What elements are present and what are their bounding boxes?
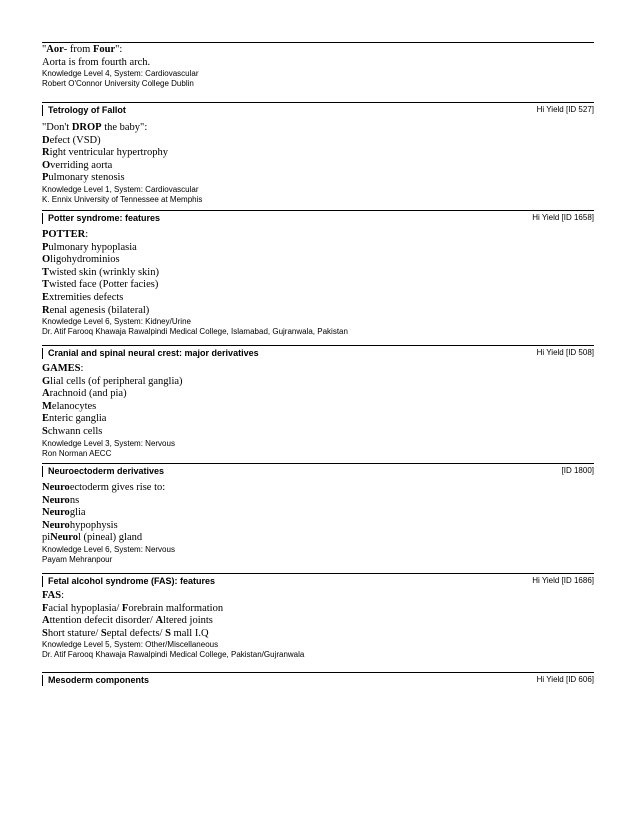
mnemonic-text: : xyxy=(61,590,64,601)
mnemonic-text: enal agenesis (bilateral) xyxy=(49,304,150,316)
mnemonic-text: wisted face (Potter facies) xyxy=(49,279,159,291)
entry-header xyxy=(42,345,594,360)
mnemonic-letter: Four xyxy=(92,44,116,55)
mnemonic-line xyxy=(42,44,594,57)
header-bar xyxy=(42,576,43,587)
mnemonic-letter: P xyxy=(42,241,49,253)
entry-title: Tetrology of Fallot xyxy=(48,105,126,115)
entry-neural-crest xyxy=(42,363,594,459)
mnemonic-text: ight ventricular hypertrophy xyxy=(49,147,168,159)
entry-title: Neuroectoderm derivatives xyxy=(48,466,165,476)
mnemonic-text: pi xyxy=(42,532,51,544)
entry-potter-syndrome xyxy=(42,229,594,337)
entry-title: Mesoderm components xyxy=(48,675,150,685)
mnemonic-text: hort stature/ xyxy=(47,627,101,639)
mnemonic-letter: F xyxy=(121,602,129,614)
mnemonic-line xyxy=(42,388,594,401)
knowledge-level: Knowledge Level 6, System: Kidney/Urine xyxy=(42,317,191,327)
mnemonic-letter: Neuro xyxy=(42,507,70,519)
mnemonic-letter: E xyxy=(42,413,50,425)
knowledge-level: Knowledge Level 4, System: Cardiovascular xyxy=(42,69,199,79)
mnemonic-line xyxy=(42,305,594,318)
author: Ron Norman AECC xyxy=(42,448,112,458)
mnemonic-text: - from xyxy=(63,44,93,55)
mnemonic-letter: T xyxy=(42,266,50,278)
mnemonic-text: ltered joints xyxy=(163,615,213,627)
mnemonic-letter: O xyxy=(42,254,51,266)
mnemonic-line xyxy=(42,495,594,508)
mnemonic-text: rachnoid (and pia) xyxy=(49,388,127,400)
mnemonic-letter: T xyxy=(42,279,50,291)
mnemonic-text: ligohydrominios xyxy=(50,254,120,266)
entry-header xyxy=(42,573,594,588)
mnemonic-text: l (pineal) gland xyxy=(77,532,143,544)
mnemonic-text: hypophysis xyxy=(69,519,118,531)
header-bar xyxy=(42,105,43,116)
mnemonic-line xyxy=(42,532,594,545)
entry-neuroectoderm xyxy=(42,482,594,565)
mnemonic-line xyxy=(42,426,594,439)
mnemonic-letter: M xyxy=(42,400,52,412)
mnemonic-letter: G xyxy=(42,375,51,387)
author: Payam Mehranpour xyxy=(42,554,113,564)
mnemonic-line xyxy=(42,279,594,292)
mnemonic-letter: S xyxy=(165,627,171,639)
header-bar xyxy=(42,213,43,224)
mnemonic-letter: S xyxy=(42,627,48,639)
entry-id: Hi Yield [ID 1686] xyxy=(532,576,594,585)
mnemonic-letter: POTTER xyxy=(42,229,86,240)
author: Dr. Atif Farooq Khawaja Rawalpindi Medical College, Islamabad, Gujranwala, Pakistan xyxy=(42,327,348,337)
entry-title: Cranial and spinal neural crest: major derivatives xyxy=(48,348,259,358)
mnemonic-line xyxy=(42,482,594,495)
mnemonic-text: ": xyxy=(115,44,123,55)
header-bar xyxy=(42,466,43,477)
mnemonic-text: eptal defects/ xyxy=(106,627,166,639)
mnemonic-line xyxy=(42,603,594,616)
entry-id: Hi Yield [ID 527] xyxy=(536,105,594,114)
mnemonic-text: chwann cells xyxy=(47,425,103,437)
mnemonic-letter: Neuro xyxy=(42,519,70,531)
mnemonic-line xyxy=(42,135,594,148)
entry-id: Hi Yield [ID 606] xyxy=(536,675,594,684)
mnemonic-letter: A xyxy=(42,388,50,400)
mnemonic-text: : xyxy=(80,363,84,374)
mnemonic-text: the baby": xyxy=(101,122,148,133)
mnemonic-text: "Don't xyxy=(42,122,72,133)
mnemonic-text: " xyxy=(42,44,47,55)
mnemonic-letter: D xyxy=(42,134,50,146)
entry-header xyxy=(42,102,594,117)
header-bar xyxy=(42,675,43,686)
mnemonic-letter: GAMES xyxy=(42,363,81,374)
mnemonic-text: ulmonary stenosis xyxy=(48,172,125,184)
mnemonic-letter: Neuro xyxy=(50,532,78,544)
mnemonic-text: xtremities defects xyxy=(49,291,124,303)
knowledge-level: Knowledge Level 1, System: Cardiovascular xyxy=(42,184,199,194)
mnemonic-letter: Neuro xyxy=(42,482,70,493)
mnemonic-text: verriding aorta xyxy=(50,159,113,171)
mnemonic-letter: FAS xyxy=(42,590,62,601)
mnemonic-line xyxy=(42,57,594,70)
knowledge-level: Knowledge Level 5, System: Other/Miscellaneous xyxy=(42,640,219,650)
entry-id: [ID 1800] xyxy=(561,466,594,475)
mnemonic-line xyxy=(42,615,594,628)
mnemonic-letter: P xyxy=(42,172,49,184)
entry-id: Hi Yield [ID 508] xyxy=(536,348,594,357)
mnemonic-letter: A xyxy=(42,615,50,627)
mnemonic-text: ulmonary hypoplasia xyxy=(48,241,137,253)
mnemonic-text: acial hypoplasia/ xyxy=(48,602,122,614)
mnemonic-text: ectoderm gives rise to: xyxy=(69,482,166,493)
mnemonic-line xyxy=(42,520,594,533)
mnemonic-text: nteric ganglia xyxy=(49,413,107,425)
mnemonic-line xyxy=(42,122,594,135)
mnemonic-letter: R xyxy=(42,147,50,159)
mnemonic-text: : xyxy=(85,229,89,240)
mnemonic-letter: S xyxy=(100,627,107,639)
top-divider xyxy=(42,42,594,43)
mnemonic-line xyxy=(42,292,594,305)
mnemonic-letter: O xyxy=(42,159,51,171)
mnemonic-text: ns xyxy=(69,494,80,506)
entry-title: Fetal alcohol syndrome (FAS): features xyxy=(48,576,216,586)
knowledge-level: Knowledge Level 3, System: Nervous xyxy=(42,438,175,448)
mnemonic-letter: Neuro xyxy=(42,494,70,506)
mnemonic-letter: Aor xyxy=(46,44,64,55)
entry-id: Hi Yield [ID 1658] xyxy=(532,213,594,222)
entry-header xyxy=(42,672,594,687)
mnemonic-text: ttention defecit disorder/ xyxy=(49,615,156,627)
mnemonic-line xyxy=(42,172,594,185)
mnemonic-text: lial cells (of peripheral ganglia) xyxy=(50,375,183,387)
entry-aortic-arch xyxy=(42,44,594,89)
mnemonic-line xyxy=(42,267,594,280)
author: Dr. Atif Farooq Khawaja Rawalpindi Medical College, Pakistan/Gujranwala xyxy=(42,650,305,660)
mnemonic-letter: F xyxy=(42,602,49,614)
mnemonic-letter: DROP xyxy=(71,122,102,133)
mnemonic-letter: A xyxy=(155,615,164,627)
knowledge-level: Knowledge Level 6, System: Nervous xyxy=(42,544,175,554)
mnemonic-line xyxy=(42,590,594,603)
mnemonic-line xyxy=(42,507,594,520)
mnemonic-line xyxy=(42,229,594,242)
mnemonic-text: efect (VSD) xyxy=(49,134,101,146)
mnemonic-letter: R xyxy=(42,304,50,316)
mnemonic-text: wisted skin (wrinkly skin) xyxy=(49,266,159,278)
mnemonic-line xyxy=(42,376,594,389)
mnemonic-line xyxy=(42,254,594,267)
mnemonic-text: mall I.Q xyxy=(170,627,209,639)
mnemonic-line xyxy=(42,242,594,255)
mnemonic-text: glia xyxy=(69,507,86,519)
entry-header xyxy=(42,210,594,225)
author: K. Ennix University of Tennessee at Memphis xyxy=(42,194,203,204)
mnemonic-line xyxy=(42,401,594,414)
entry-fetal-alcohol-syndrome xyxy=(42,590,594,660)
mnemonic-line xyxy=(42,363,594,376)
mnemonic-text: orebrain malformation xyxy=(128,602,224,614)
mnemonic-line xyxy=(42,628,594,641)
entry-tetrology-of-fallot xyxy=(42,122,594,205)
entry-title: Potter syndrome: features xyxy=(48,213,161,223)
header-bar xyxy=(42,348,43,359)
mnemonic-text: Aorta is from fourth arch. xyxy=(42,56,151,68)
mnemonic-letter: E xyxy=(42,291,50,303)
mnemonic-letter: S xyxy=(42,425,48,437)
author: Robert O'Connor University College Dublin xyxy=(42,79,194,89)
mnemonic-line xyxy=(42,147,594,160)
mnemonic-text: elanocytes xyxy=(51,400,97,412)
entry-header xyxy=(42,463,594,478)
mnemonic-line xyxy=(42,413,594,426)
mnemonic-line xyxy=(42,160,594,173)
